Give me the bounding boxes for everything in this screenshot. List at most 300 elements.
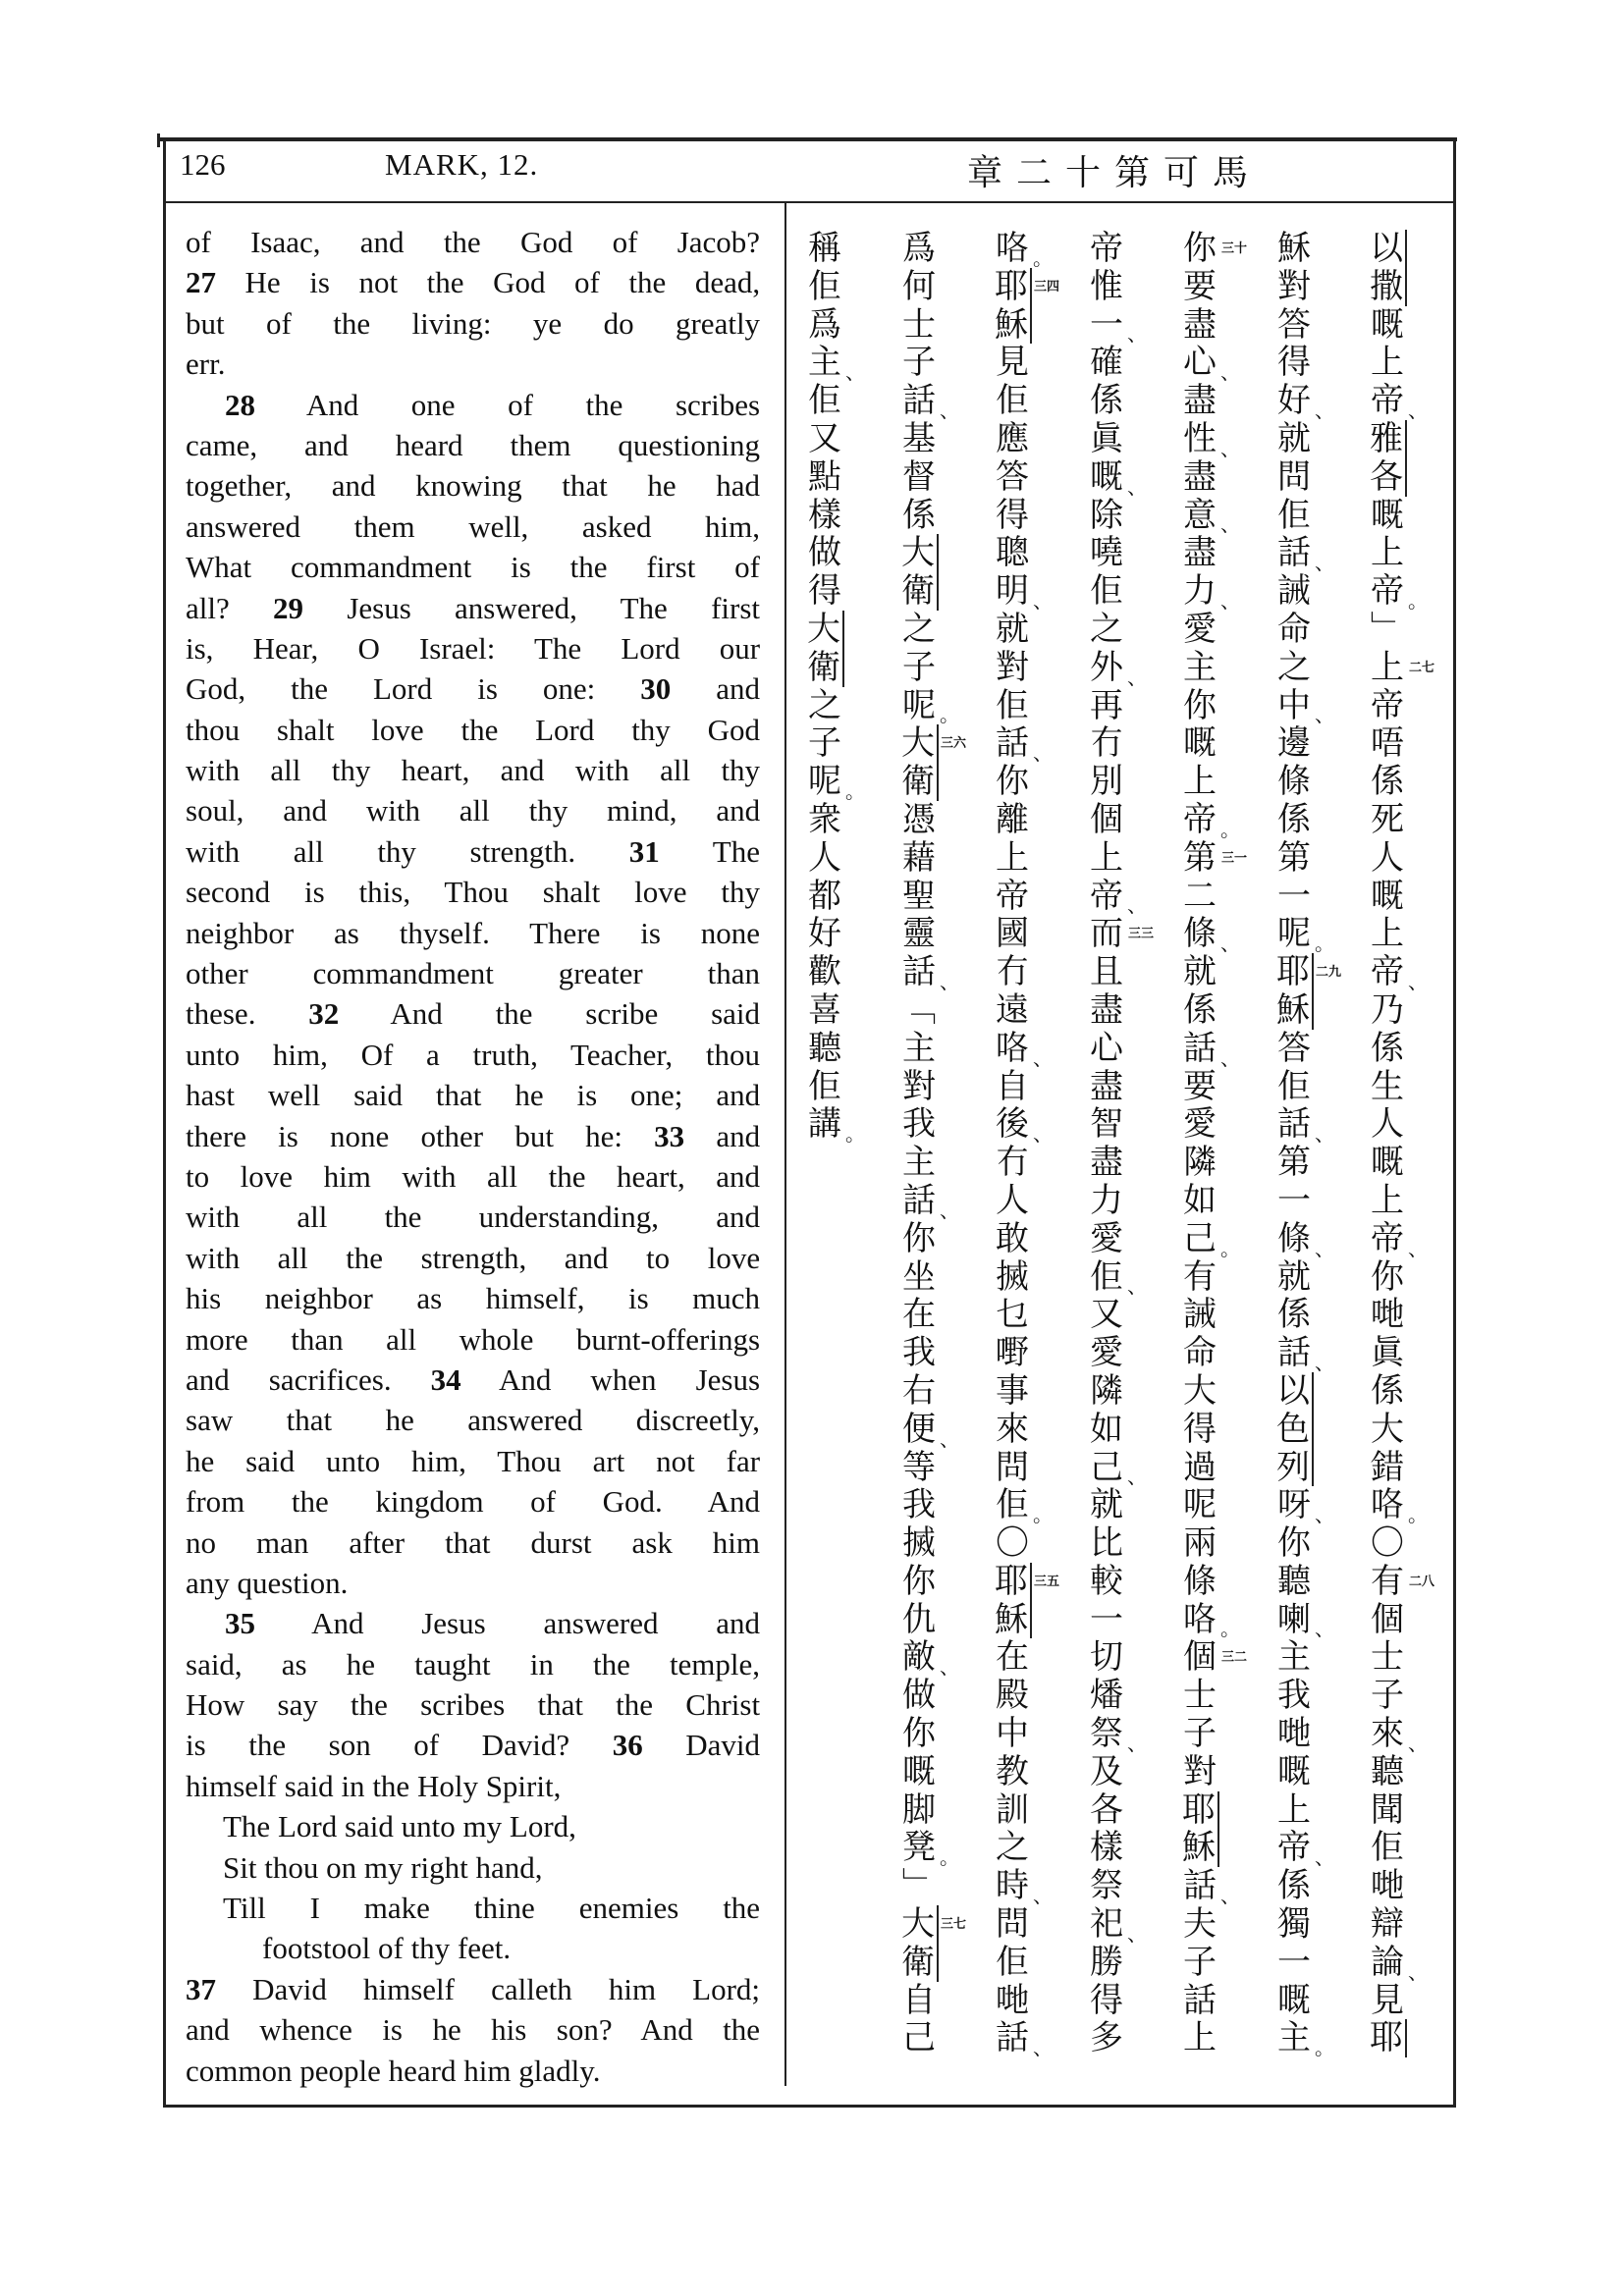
chinese-character: 之 bbox=[902, 609, 936, 649]
text-line: thou shalt love the Lord thy God bbox=[186, 712, 760, 747]
chinese-character-cell bbox=[899, 382, 978, 420]
chinese-character-cell bbox=[993, 1220, 1071, 1258]
punctuation-mark: 。 bbox=[1315, 2036, 1334, 2060]
chinese-character-cell bbox=[1274, 230, 1353, 268]
chinese-character-cell bbox=[1180, 1524, 1259, 1563]
chinese-character-cell bbox=[1180, 306, 1259, 345]
chinese-character-cell bbox=[899, 1944, 978, 1982]
chinese-character: 佢 bbox=[996, 685, 1029, 725]
text-line: but of the living: ye do greatly bbox=[186, 305, 761, 341]
chinese-character-cell bbox=[1274, 1220, 1353, 1258]
chinese-character: 你 bbox=[1183, 229, 1217, 268]
chinese-character-cell bbox=[1180, 1182, 1259, 1220]
punctuation-mark: 。 bbox=[1033, 245, 1053, 270]
chinese-character-cell bbox=[1368, 1105, 1446, 1144]
chinese-character: 來 bbox=[996, 1409, 1029, 1449]
chinese-character: 一 bbox=[1090, 1599, 1123, 1639]
chinese-character-cell bbox=[805, 497, 884, 535]
chinese-character: 答 bbox=[1277, 304, 1311, 345]
chinese-character: 話 bbox=[1183, 1866, 1217, 1906]
chinese-character: 大 bbox=[899, 534, 939, 572]
chinese-character: 我 bbox=[902, 1333, 936, 1373]
chinese-character-cell bbox=[1368, 497, 1446, 535]
text-line: Sit thou on my right hand, bbox=[223, 1849, 543, 1885]
chinese-character: 係 bbox=[902, 495, 936, 535]
chinese-character: 得 bbox=[996, 495, 1029, 535]
chinese-character-cell bbox=[1087, 1601, 1165, 1639]
chinese-character-cell bbox=[993, 1563, 1071, 1601]
chinese-character-cell bbox=[1087, 1258, 1165, 1297]
chinese-character: 你 bbox=[996, 762, 1029, 802]
chinese-character-cell bbox=[993, 1753, 1071, 1791]
chinese-character: 又 bbox=[1090, 1295, 1123, 1335]
punctuation-mark: 、 bbox=[940, 398, 959, 422]
chinese-character-cell bbox=[1087, 763, 1165, 801]
chinese-character-cell bbox=[993, 1372, 1071, 1411]
chinese-character-cell bbox=[1087, 1449, 1165, 1487]
chinese-character: 上 bbox=[1371, 1180, 1404, 1220]
chinese-character-cell bbox=[1087, 1220, 1165, 1258]
chinese-character-cell bbox=[993, 1485, 1071, 1527]
chinese-character: 主 bbox=[902, 1143, 936, 1183]
chinese-character-cell bbox=[899, 1524, 978, 1563]
chinese-character-cell bbox=[1087, 306, 1165, 345]
chinese-character: 多 bbox=[1090, 2018, 1123, 2058]
chinese-character: 及 bbox=[1090, 1751, 1123, 1791]
chinese-character: 如 bbox=[1090, 1409, 1123, 1449]
chinese-character-cell bbox=[899, 1637, 978, 1680]
chinese-character-cell bbox=[899, 1334, 978, 1372]
chinese-character-cell bbox=[899, 724, 978, 763]
chinese-character-cell bbox=[1368, 878, 1446, 916]
chinese-character-cell bbox=[1087, 878, 1165, 916]
chinese-character: 上 bbox=[1183, 762, 1217, 802]
chinese-character: 等 bbox=[902, 1447, 936, 1487]
chinese-character-cell bbox=[1180, 1677, 1259, 1715]
chinese-character-cell bbox=[899, 344, 978, 382]
chinese-character: 嘅 bbox=[1371, 876, 1404, 916]
chinese-column bbox=[1180, 230, 1259, 2075]
chinese-character-cell bbox=[1368, 1524, 1446, 1563]
chinese-character-cell bbox=[899, 991, 978, 1030]
chinese-character-cell bbox=[899, 839, 978, 878]
chinese-character-cell bbox=[1087, 1677, 1165, 1715]
chinese-character: 咯 bbox=[1183, 1599, 1217, 1639]
chinese-character: 己 bbox=[902, 2018, 936, 2058]
chinese-character: 呢 bbox=[808, 762, 841, 802]
chinese-character: 誡 bbox=[1277, 571, 1311, 612]
chinese-character: 穌 bbox=[1274, 991, 1314, 1030]
chinese-character-cell bbox=[805, 1104, 884, 1147]
text-line: common people heard him gladly. bbox=[186, 2053, 601, 2088]
chinese-character-cell bbox=[899, 1828, 978, 1870]
chinese-character: 主 bbox=[808, 343, 841, 383]
chinese-character: 生 bbox=[1371, 1066, 1404, 1106]
chinese-character-cell bbox=[805, 687, 884, 725]
chinese-character-cell bbox=[1180, 420, 1259, 458]
chinese-character: 之 bbox=[808, 685, 841, 725]
chinese-character-cell bbox=[1087, 1182, 1165, 1220]
chinese-character: 話 bbox=[1277, 1104, 1311, 1145]
chinese-character-cell bbox=[1368, 1068, 1446, 1106]
punctuation-mark: 、 bbox=[1127, 1921, 1147, 1946]
chinese-character: 衛 bbox=[899, 763, 939, 801]
chinese-character-cell bbox=[1087, 1715, 1165, 1753]
chinese-character: 力 bbox=[1090, 1180, 1123, 1220]
chinese-character: 士 bbox=[1183, 1676, 1217, 1716]
chinese-character: 之 bbox=[1277, 647, 1311, 687]
chinese-character: 佢 bbox=[1277, 495, 1311, 535]
chinese-character: 兩 bbox=[1183, 1523, 1217, 1564]
chinese-character-cell bbox=[993, 1068, 1071, 1106]
verse-number: 二七 bbox=[1409, 660, 1435, 675]
chinese-character-cell bbox=[899, 953, 978, 991]
chinese-character-cell bbox=[899, 1791, 978, 1830]
chinese-character: 再 bbox=[1090, 685, 1123, 725]
chinese-character-cell bbox=[1368, 1638, 1446, 1677]
chinese-character: 個 bbox=[1371, 1599, 1404, 1639]
chinese-character: 上 bbox=[1090, 837, 1123, 878]
text-line: any question. bbox=[186, 1565, 349, 1600]
chinese-character-cell bbox=[993, 1715, 1071, 1753]
chinese-character: 藉 bbox=[902, 837, 936, 878]
chinese-character-cell bbox=[1180, 953, 1259, 991]
chinese-character-cell bbox=[993, 572, 1071, 611]
chinese-character: 呢 bbox=[1183, 1485, 1217, 1525]
chinese-character-cell bbox=[1368, 1334, 1446, 1372]
text-line: these. 32 And the scribe said bbox=[186, 996, 761, 1032]
chinese-character-cell bbox=[1274, 1905, 1353, 1944]
chinese-character: 穌 bbox=[1180, 1829, 1219, 1867]
punctuation-mark: 、 bbox=[1220, 360, 1240, 385]
punctuation-mark: 、 bbox=[940, 1198, 959, 1222]
chinese-character-cell bbox=[993, 915, 1071, 953]
punctuation-mark: 。 bbox=[1315, 932, 1334, 956]
chinese-character: 咯 bbox=[996, 229, 1029, 268]
text-line: soul, and with all thy mind, and bbox=[186, 793, 761, 828]
chinese-character: 我 bbox=[1277, 1676, 1311, 1716]
chinese-character: 心 bbox=[1090, 1028, 1123, 1068]
chinese-character: 外 bbox=[1090, 647, 1123, 687]
chinese-character: 個 bbox=[1183, 1637, 1217, 1678]
chinese-character: 都 bbox=[808, 876, 841, 916]
chinese-character-cell bbox=[993, 1524, 1071, 1563]
chinese-character-cell bbox=[1368, 1791, 1446, 1830]
chinese-character: 隣 bbox=[1183, 1143, 1217, 1183]
chinese-character: 好 bbox=[808, 914, 841, 954]
chinese-character-cell bbox=[1368, 572, 1446, 611]
chinese-character-cell bbox=[1180, 1372, 1259, 1411]
chinese-character: 唔 bbox=[1371, 723, 1404, 764]
chinese-character: 自 bbox=[996, 1066, 1029, 1106]
chinese-character: 答 bbox=[1277, 1028, 1311, 1068]
chinese-character-cell bbox=[1274, 1068, 1353, 1106]
chinese-character-cell bbox=[1368, 458, 1446, 497]
chinese-character: 得 bbox=[808, 571, 841, 612]
chinese-character: 第 bbox=[1183, 837, 1217, 878]
punctuation-mark: 、 bbox=[1220, 1884, 1240, 1908]
chinese-character-cell bbox=[1368, 1296, 1446, 1334]
chinese-column bbox=[899, 230, 978, 2075]
chinese-character: 帝 bbox=[1371, 381, 1404, 421]
chinese-character-cell bbox=[993, 1449, 1071, 1487]
chinese-character-cell bbox=[1368, 724, 1446, 763]
punctuation-mark: 。 bbox=[1220, 1236, 1240, 1260]
chinese-character-cell bbox=[1087, 1638, 1165, 1677]
chinese-character-cell bbox=[899, 801, 978, 839]
chinese-character: 盡 bbox=[1090, 989, 1123, 1030]
chinese-column bbox=[1368, 230, 1446, 2075]
chinese-character: 穌 bbox=[993, 306, 1032, 345]
chinese-character: 你 bbox=[1183, 685, 1217, 725]
chinese-character: 士 bbox=[1371, 1637, 1404, 1678]
punctuation-mark: 、 bbox=[1408, 1236, 1428, 1260]
chinese-character: 你 bbox=[902, 1714, 936, 1754]
chinese-character: 衛 bbox=[899, 572, 939, 611]
chinese-character: 大 bbox=[805, 611, 844, 649]
chinese-character: 第 bbox=[1277, 1143, 1311, 1183]
chinese-character-cell bbox=[1274, 1944, 1353, 1982]
chinese-character-cell bbox=[1180, 2019, 1259, 2057]
verse-number: 31 bbox=[628, 833, 660, 869]
chinese-character: 就 bbox=[996, 609, 1029, 649]
chinese-character-cell bbox=[1368, 1563, 1446, 1601]
chinese-character: 帝 bbox=[1277, 1828, 1311, 1868]
chinese-character: 對 bbox=[1277, 266, 1311, 306]
chinese-character-cell bbox=[993, 382, 1071, 420]
chinese-character: 佢 bbox=[808, 381, 841, 421]
chinese-character-cell bbox=[1087, 801, 1165, 839]
chinese-character: 大 bbox=[1371, 1409, 1404, 1449]
chinese-character: 明 bbox=[996, 571, 1029, 612]
text-line: What commandment is the first of bbox=[186, 550, 760, 585]
chinese-character-cell bbox=[1180, 1866, 1259, 1908]
column-divider bbox=[784, 203, 786, 2086]
text-line: of Isaac, and the God of Jacob? bbox=[186, 225, 761, 259]
chinese-character-cell bbox=[1180, 534, 1259, 572]
verse-number: 三六 bbox=[941, 736, 967, 752]
chinese-character: 在 bbox=[902, 1295, 936, 1335]
chinese-character-cell bbox=[805, 534, 884, 572]
chinese-character: 上 bbox=[1371, 914, 1404, 954]
verse-number: 二九 bbox=[1316, 965, 1342, 981]
text-line: The Lord said unto my Lord, bbox=[223, 1809, 576, 1844]
chinese-character: 得 bbox=[1277, 343, 1311, 383]
chinese-character: 人 bbox=[1371, 837, 1404, 878]
chinese-character: 如 bbox=[1183, 1180, 1217, 1220]
chinese-character: 盡 bbox=[1183, 381, 1217, 421]
chinese-character: 撒 bbox=[1368, 268, 1407, 306]
chinese-character-cell bbox=[1274, 1182, 1353, 1220]
chinese-character-cell bbox=[1180, 1829, 1259, 1867]
punctuation-mark: 、 bbox=[1127, 893, 1147, 918]
chinese-character-cell bbox=[805, 230, 884, 268]
chinese-character: 耶 bbox=[1180, 1791, 1219, 1830]
text-line: there is none other but he: 33 and bbox=[186, 1118, 761, 1153]
chinese-character: 在 bbox=[996, 1637, 1029, 1678]
chinese-character: 脚 bbox=[902, 1789, 936, 1830]
chinese-character: 得 bbox=[1090, 1980, 1123, 2020]
chinese-character-cell bbox=[805, 839, 884, 878]
chinese-character-cell bbox=[1368, 382, 1446, 420]
text-line: 27 He is not the God of the dead, bbox=[186, 265, 761, 300]
chinese-character-cell bbox=[1368, 1372, 1446, 1411]
chinese-character-cell bbox=[993, 611, 1071, 649]
chinese-character-cell bbox=[1274, 497, 1353, 535]
chinese-character-cell bbox=[993, 878, 1071, 916]
chinese-character: 便 bbox=[902, 1409, 936, 1449]
chinese-character-cell bbox=[1274, 382, 1353, 420]
chinese-character-cell bbox=[805, 382, 884, 420]
chinese-character-cell bbox=[1087, 611, 1165, 649]
chinese-character-cell bbox=[899, 878, 978, 916]
chinese-character-cell bbox=[1180, 1030, 1259, 1068]
punctuation-mark: 。 bbox=[1220, 1617, 1240, 1641]
chinese-character: 要 bbox=[1183, 266, 1217, 306]
english-text-column bbox=[186, 222, 760, 2091]
chinese-character-cell bbox=[899, 230, 978, 268]
chinese-character-cell bbox=[1087, 1905, 1165, 1944]
chinese-character-cell bbox=[1180, 1411, 1259, 1449]
chinese-character: 咯 bbox=[996, 1028, 1029, 1068]
chinese-character: 盡 bbox=[1183, 304, 1217, 345]
chinese-character: 之 bbox=[1090, 609, 1123, 649]
chinese-character-cell bbox=[1087, 1105, 1165, 1144]
chinese-character-cell bbox=[1368, 839, 1446, 878]
chinese-character-cell bbox=[993, 1944, 1071, 1982]
chinese-character-cell bbox=[1274, 1867, 1353, 1905]
chinese-character: 聽 bbox=[1277, 1561, 1311, 1601]
chinese-character-cell bbox=[1368, 1449, 1446, 1487]
punctuation-mark: 、 bbox=[1315, 703, 1334, 727]
chinese-character: 要 bbox=[1183, 1066, 1217, 1106]
chinese-character: 我 bbox=[902, 1104, 936, 1145]
text-line: to love him with all the heart, and bbox=[186, 1158, 761, 1194]
chinese-character: 喇 bbox=[1277, 1599, 1311, 1639]
chinese-character-cell bbox=[1087, 1334, 1165, 1372]
chinese-character: 愛 bbox=[1090, 1218, 1123, 1258]
punctuation-mark: 。 bbox=[1033, 1503, 1053, 1527]
chinese-character-cell bbox=[993, 687, 1071, 725]
chinese-character-cell bbox=[805, 649, 884, 687]
chinese-character: 辯 bbox=[1371, 1904, 1404, 1945]
chinese-character: 國 bbox=[996, 914, 1029, 954]
chinese-character: 你 bbox=[1277, 1523, 1311, 1564]
chinese-character: 問 bbox=[996, 1447, 1029, 1487]
chinese-character-cell bbox=[1368, 1601, 1446, 1639]
chinese-character-cell bbox=[1274, 953, 1353, 991]
chinese-character: 見 bbox=[1371, 1980, 1404, 2020]
chinese-character-cell bbox=[1368, 1944, 1446, 1982]
chinese-character-cell bbox=[1087, 420, 1165, 458]
chinese-character-cell bbox=[1368, 953, 1446, 991]
chinese-character-cell bbox=[1368, 1144, 1446, 1182]
text-line: is the son of David? 36 David bbox=[186, 1728, 761, 1763]
punctuation-mark: 、 bbox=[1127, 665, 1147, 689]
punctuation-mark: 、 bbox=[1127, 1731, 1147, 1755]
chinese-character-cell bbox=[805, 343, 884, 385]
text-line: neighbor as thyself. There is none bbox=[186, 915, 761, 950]
chinese-character: 答 bbox=[996, 456, 1029, 497]
chinese-character: 二 bbox=[1183, 876, 1217, 916]
chinese-character-cell bbox=[899, 1449, 978, 1487]
text-line: is, Hear, O Israel: The Lord our bbox=[186, 630, 761, 666]
chinese-character-cell bbox=[1368, 1867, 1446, 1905]
chinese-character: 應 bbox=[996, 418, 1029, 458]
chinese-character: 比 bbox=[1090, 1523, 1123, 1564]
punctuation-mark: 、 bbox=[1315, 1503, 1334, 1527]
chinese-character: ﹁ bbox=[902, 989, 936, 1030]
chinese-character-cell bbox=[899, 1982, 978, 2020]
chinese-character: 各 bbox=[1368, 458, 1407, 497]
chinese-character-cell bbox=[1274, 1296, 1353, 1334]
chinese-character-cell bbox=[899, 1372, 978, 1411]
chinese-character-cell bbox=[1180, 763, 1259, 801]
chinese-character: 子 bbox=[1183, 1942, 1217, 1982]
chinese-character: ﹂ bbox=[902, 1866, 936, 1906]
chinese-character-cell bbox=[899, 268, 978, 306]
chinese-character-cell bbox=[899, 1905, 978, 1944]
chinese-character: 訓 bbox=[996, 1789, 1029, 1830]
chinese-character-cell bbox=[1368, 420, 1446, 458]
chinese-character-cell bbox=[899, 1220, 978, 1258]
chinese-character-cell bbox=[899, 611, 978, 649]
chinese-character-cell bbox=[1087, 1486, 1165, 1524]
chinese-character: 聽 bbox=[1371, 1751, 1404, 1791]
chinese-character-cell bbox=[1368, 1485, 1446, 1527]
chinese-character-cell bbox=[805, 572, 884, 611]
text-line: God, the Lord is one: 30 and bbox=[186, 671, 761, 707]
chinese-character: 祭 bbox=[1090, 1866, 1123, 1906]
chinese-character-cell bbox=[899, 1677, 978, 1715]
chinese-character-cell bbox=[1368, 268, 1446, 306]
chinese-character: 督 bbox=[902, 456, 936, 497]
chinese-character: 夫 bbox=[1183, 1904, 1217, 1945]
chinese-character: 話 bbox=[1277, 533, 1311, 573]
chinese-character-cell bbox=[1180, 458, 1259, 497]
chinese-character-cell bbox=[1274, 839, 1353, 878]
chinese-character-cell bbox=[899, 1411, 978, 1449]
chinese-character: 哋 bbox=[1277, 1714, 1311, 1754]
chinese-character: 佢 bbox=[996, 1942, 1029, 1982]
chinese-character: 敵 bbox=[902, 1637, 936, 1678]
text-line: and sacrifices. 34 And when Jesus bbox=[186, 1362, 761, 1397]
chinese-character: 話 bbox=[902, 1180, 936, 1220]
chinese-column bbox=[1087, 230, 1165, 2075]
chinese-character: 上 bbox=[1277, 1789, 1311, 1830]
chinese-character: 色 bbox=[1274, 1411, 1314, 1449]
chinese-character-cell bbox=[1180, 914, 1259, 956]
chinese-character: 條 bbox=[1277, 762, 1311, 802]
chinese-character: 中 bbox=[996, 1714, 1029, 1754]
chinese-character-cell bbox=[1180, 268, 1259, 306]
chinese-character: 問 bbox=[1277, 456, 1311, 497]
chinese-character: 聽 bbox=[808, 1028, 841, 1068]
chinese-character: 佢 bbox=[996, 1485, 1029, 1525]
chinese-character-cell bbox=[1087, 953, 1165, 991]
chinese-character: 大 bbox=[899, 1905, 939, 1944]
chinese-character: 上 bbox=[1371, 533, 1404, 573]
chinese-character: 教 bbox=[996, 1751, 1029, 1791]
chinese-character-cell bbox=[1087, 1144, 1165, 1182]
chinese-character-cell bbox=[1087, 1982, 1165, 2020]
punctuation-mark: 。 bbox=[1408, 1503, 1428, 1527]
chinese-character: 話 bbox=[1277, 1333, 1311, 1373]
text-line: with all the understanding, and bbox=[186, 1200, 761, 1235]
chinese-running-title: 馬可第十二章 bbox=[967, 153, 1263, 193]
chinese-character: 佢 bbox=[808, 266, 841, 306]
text-line: his neighbor as himself, is much bbox=[186, 1281, 761, 1316]
